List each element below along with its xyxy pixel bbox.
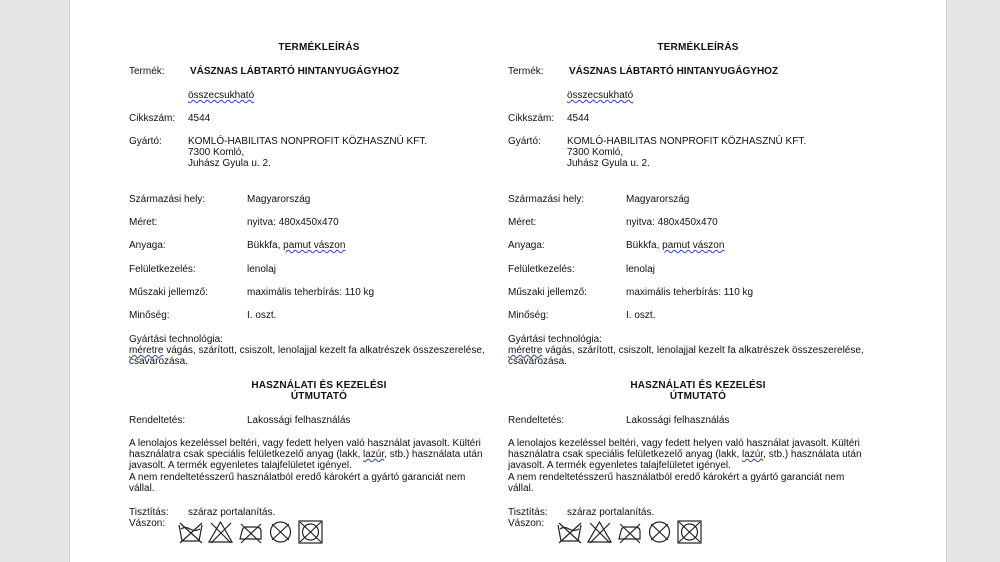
quality-value: I. oszt. xyxy=(626,310,656,321)
size-value: nyitva: 480x450x470 xyxy=(626,217,718,228)
size-label: Méret: xyxy=(508,217,537,228)
size-value: nyitva: 480x450x470 xyxy=(247,217,339,228)
usage-title-2: ÚTMUTATÓ xyxy=(290,391,348,402)
canvas-label: Vászon: xyxy=(129,518,166,529)
do-not-dry-clean-icon xyxy=(267,519,294,545)
do-not-tumble-dry-icon xyxy=(297,519,324,545)
quality-label: Minőség: xyxy=(129,310,170,321)
canvas-label: Vászon: xyxy=(508,518,545,529)
product-note: összecsukható xyxy=(188,90,255,101)
maker-name: KOMLÓ-HABILITAS NONPROFIT KÖZHASZNÚ KFT. xyxy=(188,136,428,147)
quality-value: I. oszt. xyxy=(247,310,277,321)
usage-p2-l1: A nem rendeltetésszerű használatból eredő károkért a gyártó garanciát nem xyxy=(129,472,466,483)
maker-label: Gyártó: xyxy=(129,136,162,147)
do-not-iron-icon xyxy=(616,519,643,545)
origin-label: Származási hely: xyxy=(129,194,206,205)
origin-label: Származási hely: xyxy=(508,194,585,205)
clean-label: Tisztítás: xyxy=(508,507,548,518)
tech-label: Műszaki jellemző: xyxy=(508,287,587,298)
finish-value: lenolaj xyxy=(247,264,276,275)
usage-p1-l3: javasolt. A termék egyenletes talajfelületet igényel. xyxy=(129,460,352,471)
usage-p2-l1: A nem rendeltetésszerű használatból eredő károkért a gyártó garanciát nem xyxy=(508,472,845,483)
do-not-iron-icon xyxy=(237,519,264,545)
material-label: Anyaga: xyxy=(129,240,166,251)
mfg-label: Gyártási technológia: xyxy=(129,334,223,345)
maker-name: KOMLÓ-HABILITAS NONPROFIT KÖZHASZNÚ KFT. xyxy=(567,136,807,147)
do-not-wash-icon xyxy=(556,519,583,545)
care-icons xyxy=(556,519,703,545)
product-name: VÁSZNAS LÁBTARTÓ HINTANYUGÁGYHOZ xyxy=(569,66,779,77)
usage-p2-l2: vállal. xyxy=(508,483,534,494)
maker-city: 7300 Komló, xyxy=(188,147,245,158)
purpose-label: Rendeltetés: xyxy=(129,415,186,426)
usage-p1-l1: A lenolajos kezeléssel beltéri, vagy fedett helyen való használat javasolt. Kültéri xyxy=(129,438,481,449)
product-note: összecsukható xyxy=(567,90,634,101)
finish-label: Felületkezelés: xyxy=(508,264,575,275)
maker-city: 7300 Komló, xyxy=(567,147,624,158)
mfg-line-2: csavarozása. xyxy=(129,356,188,367)
do-not-dry-clean-icon xyxy=(646,519,673,545)
do-not-tumble-dry-icon xyxy=(676,519,703,545)
purpose-value: Lakossági felhasználás xyxy=(247,415,351,426)
usage-title-2: ÚTMUTATÓ xyxy=(669,391,727,402)
clean-label: Tisztítás: xyxy=(129,507,169,518)
usage-p1-l3: javasolt. A termék egyenletes talajfelületet igényel. xyxy=(508,460,731,471)
maker-street: Juhász Gyula u. 2. xyxy=(567,158,650,169)
sku-value: 4544 xyxy=(188,113,211,124)
clean-value: száraz portalanítás. xyxy=(567,507,655,518)
usage-title: HASZNÁLATI ÉS KEZELÉSI xyxy=(251,380,387,391)
tech-label: Műszaki jellemző: xyxy=(129,287,208,298)
sheet-title: TERMÉKLEÍRÁS xyxy=(657,42,739,53)
mfg-line-1: méretre vágás, szárított, csiszolt, lenolajjal kezelt fa alkatrészek összeszerelése, xyxy=(508,345,864,356)
usage-p1-l2: használatra csak speciális felületkezelő anyag (lakk, lazúr, stb.) használata után xyxy=(129,449,483,460)
origin-value: Magyarország xyxy=(247,194,311,205)
tech-value: maximális teherbírás: 110 kg xyxy=(626,287,754,298)
quality-label: Minőség: xyxy=(508,310,549,321)
document-page xyxy=(70,0,946,562)
purpose-value: Lakossági felhasználás xyxy=(626,415,730,426)
care-icons xyxy=(177,519,324,545)
origin-value: Magyarország xyxy=(626,194,690,205)
tech-value: maximális teherbírás: 110 kg xyxy=(247,287,375,298)
product-name: VÁSZNAS LÁBTARTÓ HINTANYUGÁGYHOZ xyxy=(190,66,400,77)
mfg-line-1: méretre vágás, szárított, csiszolt, lenolajjal kezelt fa alkatrészek összeszerelése, xyxy=(129,345,485,356)
maker-label: Gyártó: xyxy=(508,136,541,147)
product-sheet-right xyxy=(508,0,888,562)
do-not-bleach-icon xyxy=(586,519,613,545)
sku-label: Cikkszám: xyxy=(508,113,555,124)
product-label: Termék: xyxy=(129,66,165,77)
do-not-bleach-icon xyxy=(207,519,234,545)
material-label: Anyaga: xyxy=(508,240,545,251)
material-value: Bükkfa, pamut vászon xyxy=(626,240,725,251)
product-sheet-left xyxy=(129,0,509,562)
usage-p1-l2: használatra csak speciális felületkezelő anyag (lakk, lazúr, stb.) használata után xyxy=(508,449,862,460)
sku-value: 4544 xyxy=(567,113,590,124)
mfg-label: Gyártási technológia: xyxy=(508,334,602,345)
clean-value: száraz portalanítás. xyxy=(188,507,276,518)
purpose-label: Rendeltetés: xyxy=(508,415,565,426)
mfg-line-2: csavarozása. xyxy=(508,356,567,367)
material-value: Bükkfa, pamut vászon xyxy=(247,240,346,251)
finish-value: lenolaj xyxy=(626,264,655,275)
usage-title: HASZNÁLATI ÉS KEZELÉSI xyxy=(630,380,766,391)
size-label: Méret: xyxy=(129,217,158,228)
usage-p1-l1: A lenolajos kezeléssel beltéri, vagy fedett helyen való használat javasolt. Kültéri xyxy=(508,438,860,449)
do-not-wash-icon xyxy=(177,519,204,545)
finish-label: Felületkezelés: xyxy=(129,264,196,275)
sheet-title: TERMÉKLEÍRÁS xyxy=(278,42,360,53)
sku-label: Cikkszám: xyxy=(129,113,176,124)
product-label: Termék: xyxy=(508,66,544,77)
usage-p2-l2: vállal. xyxy=(129,483,155,494)
maker-street: Juhász Gyula u. 2. xyxy=(188,158,271,169)
